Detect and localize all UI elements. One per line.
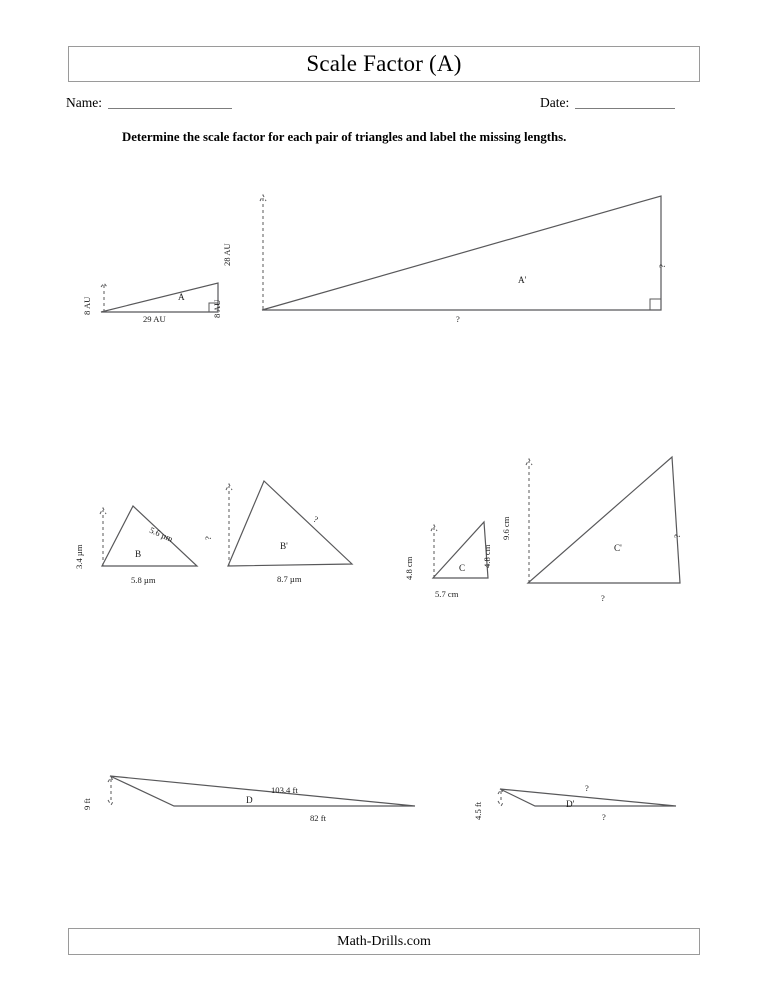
label-D-triangle-name: D	[246, 795, 253, 805]
label-D-top-side: 103.4 ft	[271, 785, 298, 795]
triangle-A-original	[101, 283, 218, 312]
label-Ap-triangle-name: A'	[518, 275, 527, 285]
label-C-left-side: 4.8 cm	[404, 556, 414, 580]
label-B-hypotenuse: 5.6 µm	[148, 524, 175, 544]
page-title: Scale Factor (A)	[306, 51, 462, 76]
label-Ap-right-side: ?	[657, 264, 667, 268]
label-Bp-hypotenuse: ?	[312, 513, 320, 525]
date-label: Date:	[540, 94, 570, 110]
label-Bp-triangle-name: B'	[280, 541, 288, 551]
label-B-base: 5.8 µm	[131, 575, 156, 585]
footer-banner	[68, 928, 700, 955]
label-Ap-base: ?	[456, 314, 460, 324]
triangle-B-image	[226, 481, 352, 566]
label-C-triangle-name: C	[459, 563, 466, 573]
instructions-text: Determine the scale factor for each pair of triangles and label the missing lengths.	[122, 130, 567, 144]
label-Dp-triangle-name: D'	[566, 799, 575, 809]
label-A-right-side: 8 AU	[212, 299, 222, 318]
label-B-triangle-name: B	[135, 549, 142, 559]
label-Cp-right-side: ?	[672, 534, 682, 538]
label-Bp-left-side: ?	[203, 536, 213, 540]
triangle-D-original	[108, 776, 415, 806]
label-Dp-left-side: 4.5 ft	[473, 801, 483, 820]
label-C-base: 5.7 cm	[435, 589, 459, 599]
label-Dp-base: ?	[602, 812, 606, 822]
label-B-left-side: 3.4 µm	[74, 544, 84, 569]
label-Cp-base: ?	[601, 593, 605, 603]
name-label: Name:	[66, 94, 102, 110]
label-Ap-left-side: 28 AU	[222, 243, 232, 266]
label-Cp-triangle-name: C'	[614, 543, 622, 553]
label-A-triangle-name: A	[178, 292, 185, 302]
label-Bp-base: 8.7 µm	[277, 574, 302, 584]
label-A-left-side: 8 AU	[82, 296, 92, 315]
footer-website: Math-Drills.com	[337, 933, 431, 949]
label-Dp-top-side: ?	[585, 783, 589, 793]
label-Cp-left-side: 9.6 cm	[501, 516, 511, 540]
label-A-base: 29 AU	[143, 314, 166, 324]
triangle-B-original	[100, 506, 197, 566]
label-D-left-side: 9 ft	[82, 798, 92, 810]
label-C-right-side: 4.8 cm	[482, 544, 492, 568]
label-D-base: 82 ft	[310, 813, 326, 823]
triangle-C-image	[526, 457, 680, 583]
triangle-A-image	[260, 195, 661, 310]
